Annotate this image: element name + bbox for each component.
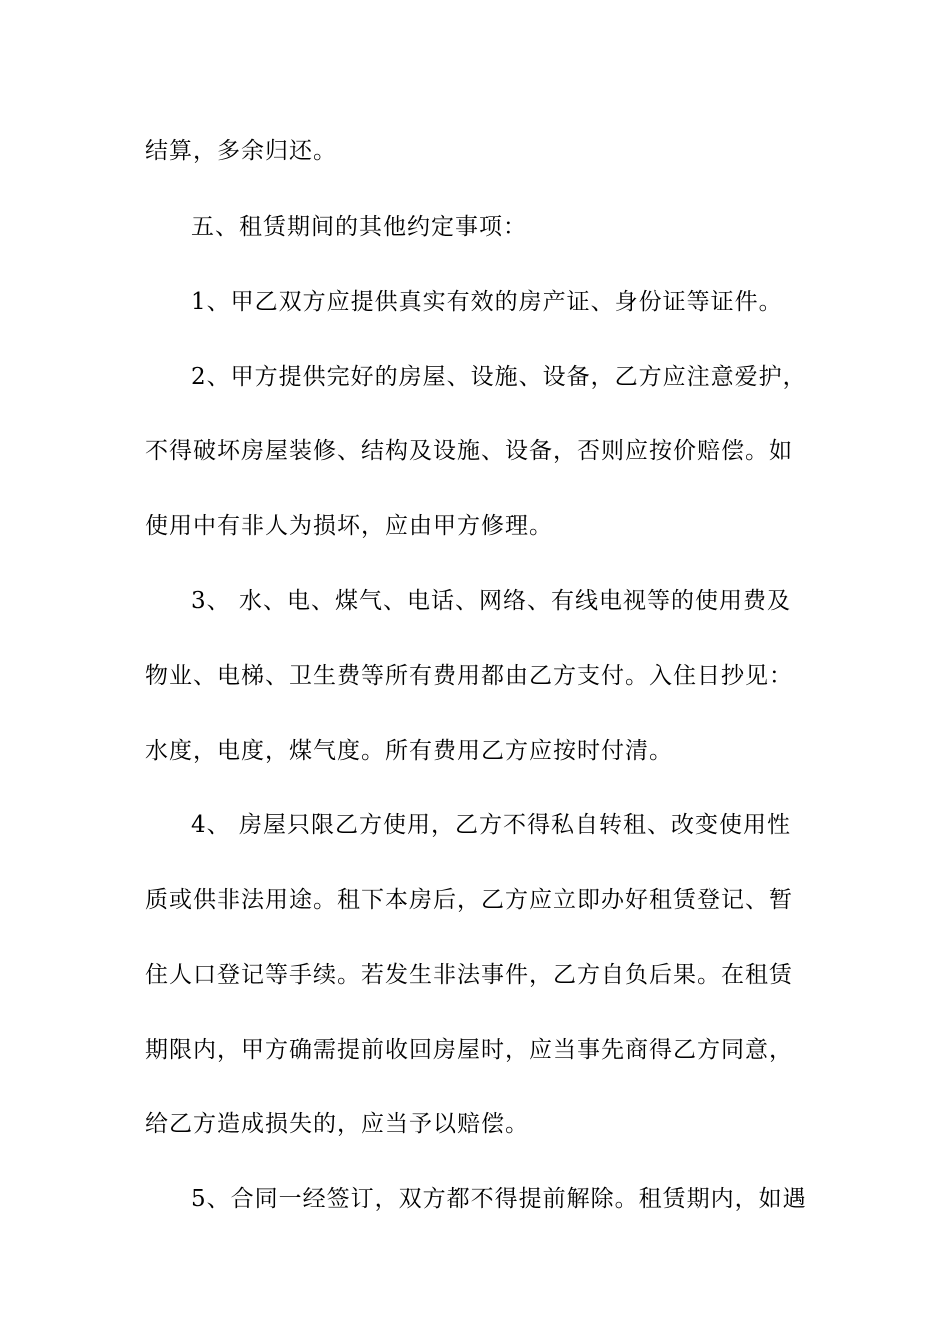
clause-4-line-5: 给乙方造成损失的，应当予以赔偿。 xyxy=(145,1111,529,1137)
clause-2-line-3: 使用中有非人为损坏，应由甲方修理。 xyxy=(145,513,553,539)
clause-2-line-2: 不得破坏房屋装修、结构及设施、设备，否则应按价赔偿。如 xyxy=(145,438,793,464)
clause-3-line-1: 3、 水、电、煤气、电话、网络、有线电视等的使用费及 xyxy=(191,588,791,614)
clause-2-line-1: 2、甲方提供完好的房屋、设施、设备，乙方应注意爱护， xyxy=(191,364,807,390)
clause-3-line-3: 水度，电度，煤气度。所有费用乙方应按时付清。 xyxy=(145,738,673,764)
clause-4-line-2: 质或供非法用途。租下本房后，乙方应立即办好租赁登记、暂 xyxy=(145,887,793,913)
section-heading-5: 五、租赁期间的其他约定事项： xyxy=(191,214,527,240)
clause-4-line-4: 期限内，甲方确需提前收回房屋时，应当事先商得乙方同意， xyxy=(145,1037,793,1063)
clause-1-line-1: 1、甲乙双方应提供真实有效的房产证、身份证等证件。 xyxy=(191,289,783,315)
clause-5-line-1: 5、合同一经签订，双方都不得提前解除。租赁期内，如遇 xyxy=(191,1186,807,1212)
text-line-1: 结算，多余归还。 xyxy=(145,138,337,164)
clause-4-line-3: 住人口登记等手续。若发生非法事件，乙方自负后果。在租赁 xyxy=(145,962,793,988)
clause-3-line-2: 物业、电梯、卫生费等所有费用都由乙方支付。入住日抄见： xyxy=(145,663,793,689)
clause-4-line-1: 4、 房屋只限乙方使用，乙方不得私自转租、改变使用性 xyxy=(191,812,791,838)
